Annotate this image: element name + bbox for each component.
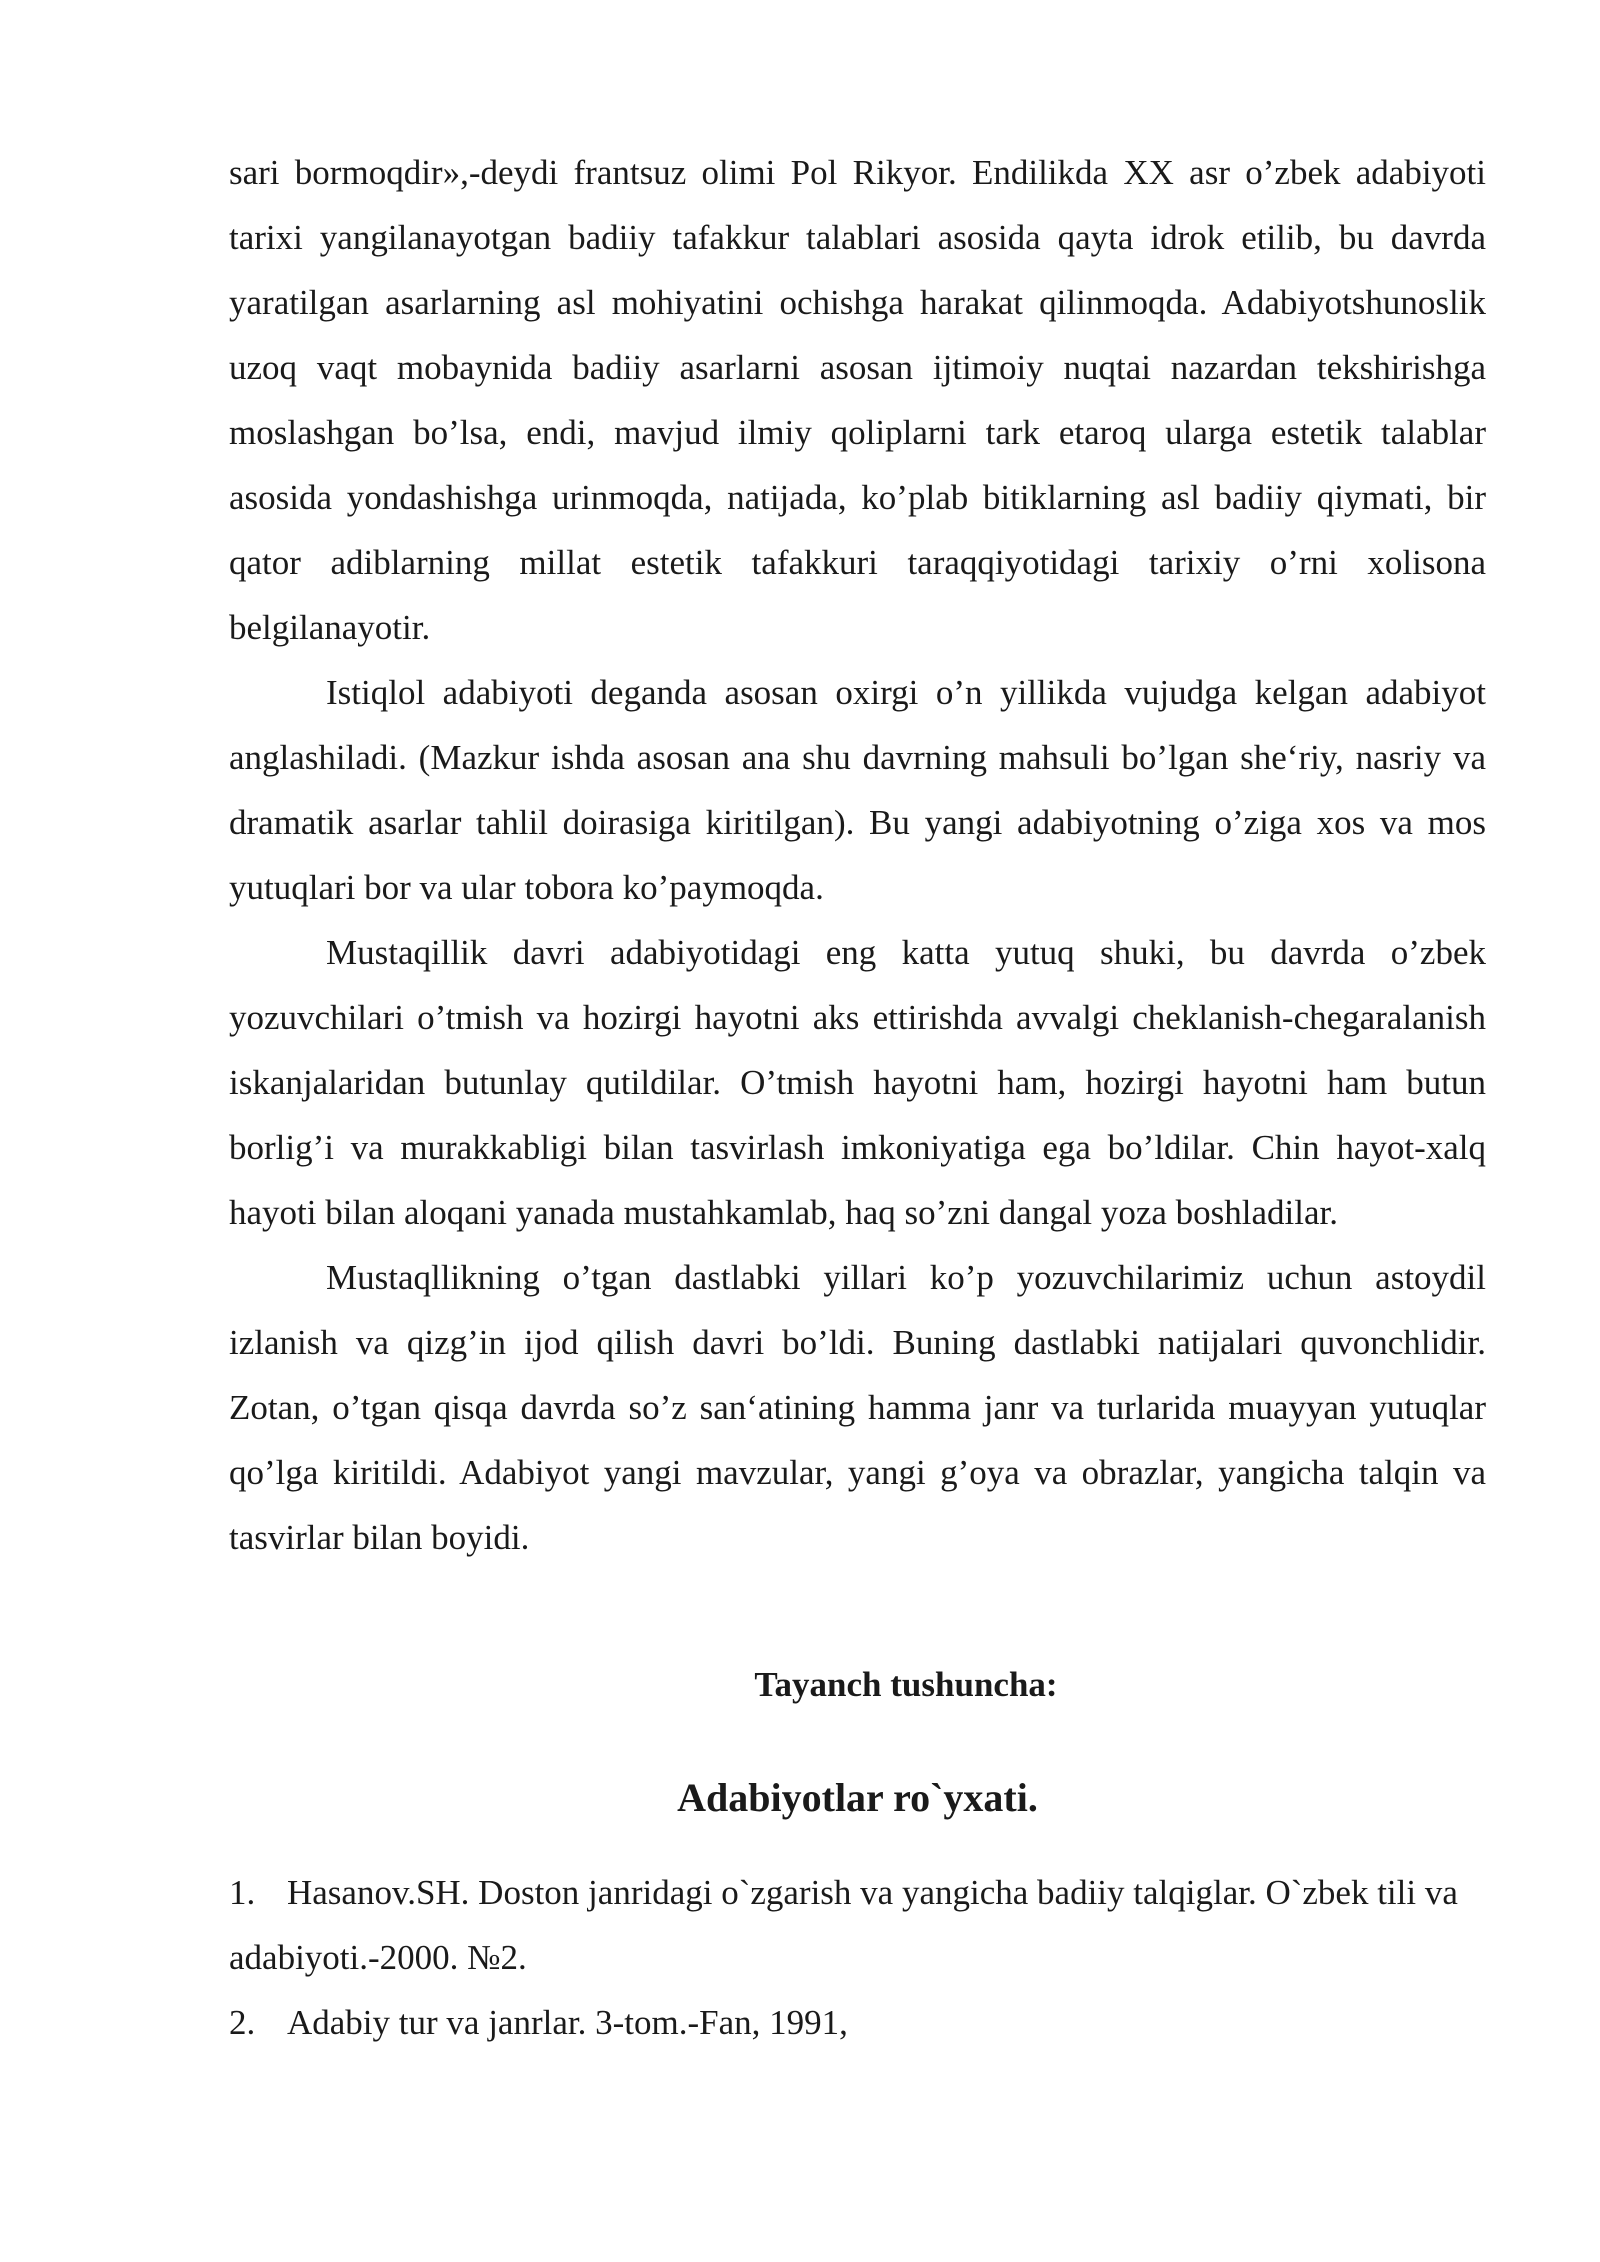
reference-text: Adabiy tur va janrlar. 3-tom.-Fan, 1991,	[287, 2003, 848, 2042]
body-paragraph-3: Mustaqillik davri adabiyotidagi eng katta yutuq shuki, bu davrda o’zbek yozuvchilari o’tmish va hozirgi hayotni aks ettirishda avvalgi cheklanish-chegaralanish iskanjalaridan butunlay qutildilar. O’tmish hayotni ham, hozirgi hayotni ham butun borlig’i va murakkabligi bilan tasvirlash imkoniyatiga ega bo’ldilar. Chin hayot-xalq hayoti bilan aloqani yanada mustahkamlab, haq so’zni dangal yoza boshladilar.	[229, 933, 1486, 1232]
references-list	[229, 1860, 1486, 2055]
body-paragraph-2: Istiqlol adabiyoti deganda asosan oxirgi o’n yillikda vujudga kelgan adabiyot anglashiladi. (Mazkur ishda asosan ana shu davrning mahsuli bo’lgan she‘riy, nasriy va dramatik asarlar tahlil doirasiga kiritilgan). Bu yangi adabiyotning o’ziga xos va mos yutuqlari bor va ular tobora ko’paymoqda.	[229, 673, 1486, 907]
reference-text: Hasanov.SH. Doston janridagi o`zgarish va yangicha badiiy talqiglar. O`zbek tili va adabiyoti.-2000. №2.	[229, 1873, 1458, 1977]
reference-item	[229, 1860, 1486, 1990]
document-page	[229, 140, 1486, 2055]
reference-item	[229, 1990, 1486, 2055]
references-heading: Adabiyotlar ro`yxati.	[677, 1775, 1038, 1820]
body-paragraph-1: sari bormoqdir»,-deydi frantsuz olimi Pol Rikyor. Endilikda XX asr o’zbek adabiyoti tarixi yangilanayotgan badiiy tafakkur talablari asosida qayta idrok etilib, bu davrda yaratilgan asarlarning asl mohiyatini ochishga harakat qilinmoqda. Adabiyotshunoslik uzoq vaqt mobaynida badiiy asarlarni asosan ijtimoiy nuqtai nazardan tekshirishga moslashgan bo’lsa, endi, mavjud ilmiy qoliplarni tark etaroq ularga estetik talablar asosida yondashishga urinmoqda, natijada, ko’plab bitiklarning asl badiiy qiymati, bir qator adiblarning millat estetik tafakkuri taraqqiyotidagi tarixiy o’rni xolisona belgilanayotir.	[229, 153, 1486, 647]
reference-number: 2.	[229, 2003, 256, 2042]
reference-number: 1.	[229, 1873, 256, 1912]
key-concept-heading: Tayanch tushuncha:	[754, 1665, 1058, 1704]
body-paragraph-4: Mustaqllikning o’tgan dastlabki yillari ko’p yozuvchilarimiz uchun astoydil izlanish va qizg’in ijod qilish davri bo’ldi. Buning dastlabki natijalari quvonchlidir. Zotan, o’tgan qisqa davrda so’z san‘atining hamma janr va turlarida muayyan yutuqlar qo’lga kiritildi. Adabiyot yangi mavzular, yangi g’oya va obrazlar, yangicha talqin va tasvirlar bilan boyidi.	[229, 1258, 1486, 1557]
